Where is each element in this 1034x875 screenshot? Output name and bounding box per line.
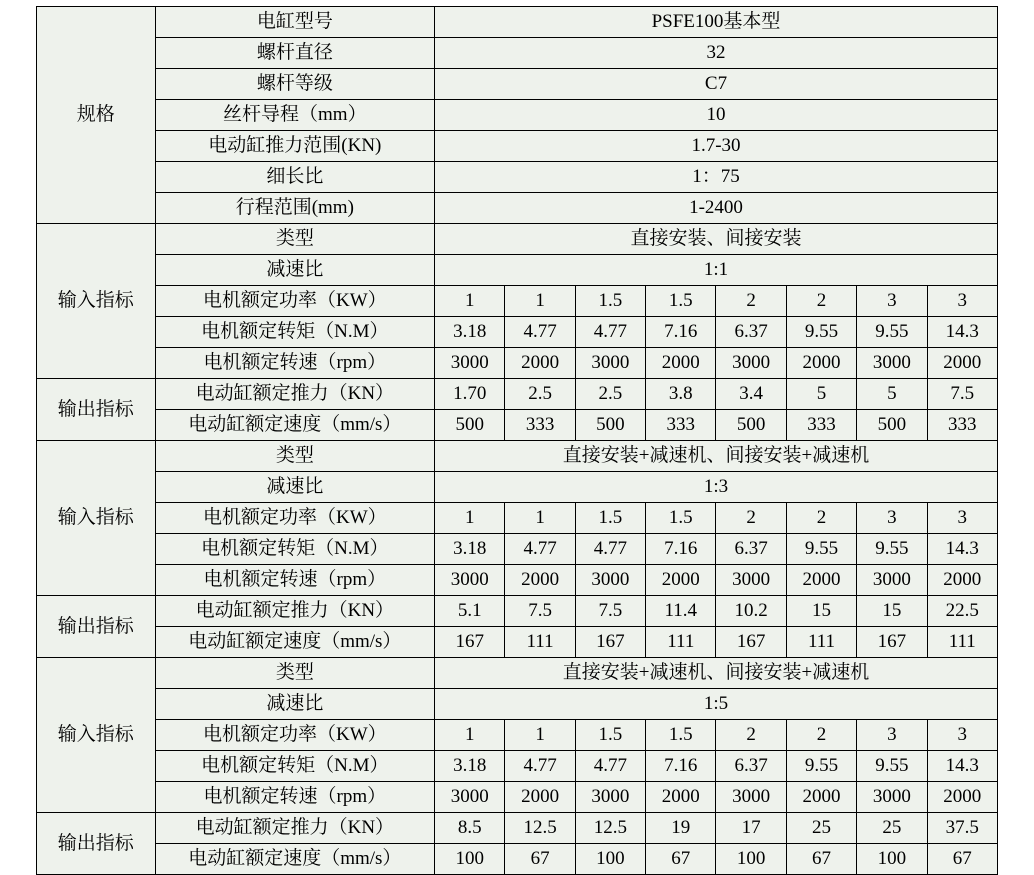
row-cell: 1 [435, 720, 505, 751]
row-value: 直接安装+减速机、间接安装+减速机 [435, 441, 998, 472]
row-cell: 19 [646, 813, 716, 844]
row-value: 1:5 [435, 689, 998, 720]
row-label: 电机额定功率（KW） [155, 286, 434, 317]
row-cell: 10.2 [716, 596, 786, 627]
row-label: 类型 [155, 658, 434, 689]
row-value: 1.7-30 [435, 131, 998, 162]
row-cell: 3 [927, 720, 997, 751]
row-cell: 9.55 [786, 317, 856, 348]
row-cell: 3000 [575, 782, 645, 813]
row-cell: 15 [786, 596, 856, 627]
row-label: 电动缸额定推力（KN） [155, 379, 434, 410]
row-cell: 9.55 [786, 534, 856, 565]
table-row [37, 844, 998, 875]
row-cell: 3.8 [646, 379, 716, 410]
row-label: 类型 [155, 224, 434, 255]
table-row [37, 720, 998, 751]
row-cell: 3000 [716, 565, 786, 596]
table-row [37, 627, 998, 658]
row-label: 电动缸额定推力（KN） [155, 813, 434, 844]
row-cell: 2000 [646, 565, 716, 596]
row-cell: 500 [857, 410, 927, 441]
row-cell: 22.5 [927, 596, 997, 627]
row-cell: 2000 [505, 348, 575, 379]
row-cell: 2000 [646, 782, 716, 813]
table-row [37, 689, 998, 720]
row-value: 1：75 [435, 162, 998, 193]
row-cell: 4.77 [505, 751, 575, 782]
row-cell: 500 [575, 410, 645, 441]
table-row [37, 348, 998, 379]
table-row [37, 751, 998, 782]
table-row [37, 534, 998, 565]
row-value: 直接安装、间接安装 [435, 224, 998, 255]
row-value: PSFE100基本型 [435, 7, 998, 38]
row-value: C7 [435, 69, 998, 100]
row-cell: 67 [927, 844, 997, 875]
row-cell: 5.1 [435, 596, 505, 627]
row-cell: 5 [786, 379, 856, 410]
row-cell: 4.77 [505, 317, 575, 348]
row-cell: 1.5 [575, 503, 645, 534]
row-cell: 3.18 [435, 751, 505, 782]
row-group-label: 输入指标 [37, 658, 156, 813]
row-cell: 2000 [646, 348, 716, 379]
row-value: 1:1 [435, 255, 998, 286]
row-label: 电机额定转速（rpm） [155, 782, 434, 813]
row-cell: 1 [505, 286, 575, 317]
row-label: 电动缸额定速度（mm/s） [155, 627, 434, 658]
row-cell: 1 [505, 720, 575, 751]
row-cell: 3 [927, 286, 997, 317]
row-group-label: 输入指标 [37, 224, 156, 379]
row-cell: 333 [646, 410, 716, 441]
specification-table-container [36, 6, 998, 875]
row-label: 细长比 [155, 162, 434, 193]
row-cell: 2 [786, 720, 856, 751]
row-label: 减速比 [155, 255, 434, 286]
row-label: 电机额定转矩（N.M） [155, 317, 434, 348]
table-row [37, 503, 998, 534]
specification-table [36, 6, 998, 875]
row-cell: 1 [435, 503, 505, 534]
row-cell: 5 [857, 379, 927, 410]
row-cell: 1.5 [575, 720, 645, 751]
row-cell: 7.16 [646, 317, 716, 348]
row-cell: 167 [716, 627, 786, 658]
row-cell: 14.3 [927, 534, 997, 565]
row-label: 类型 [155, 441, 434, 472]
row-cell: 12.5 [575, 813, 645, 844]
row-cell: 2 [786, 286, 856, 317]
row-cell: 100 [435, 844, 505, 875]
row-cell: 100 [857, 844, 927, 875]
table-row [37, 472, 998, 503]
row-group-label: 输出指标 [37, 596, 156, 658]
row-cell: 1.5 [646, 720, 716, 751]
table-row [37, 100, 998, 131]
table-row [37, 224, 998, 255]
row-label: 电机额定功率（KW） [155, 503, 434, 534]
row-cell: 7.16 [646, 534, 716, 565]
row-cell: 167 [857, 627, 927, 658]
row-cell: 3000 [716, 348, 786, 379]
row-cell: 2.5 [575, 379, 645, 410]
row-group-label: 输出指标 [37, 379, 156, 441]
row-cell: 37.5 [927, 813, 997, 844]
row-cell: 2000 [927, 782, 997, 813]
row-group-label: 规格 [37, 7, 156, 224]
row-label: 电缸型号 [155, 7, 434, 38]
table-row [37, 813, 998, 844]
row-label: 电机额定转速（rpm） [155, 565, 434, 596]
row-cell: 9.55 [857, 534, 927, 565]
row-cell: 111 [927, 627, 997, 658]
table-row [37, 131, 998, 162]
row-cell: 2 [716, 503, 786, 534]
row-cell: 167 [575, 627, 645, 658]
row-cell: 111 [505, 627, 575, 658]
table-row [37, 38, 998, 69]
table-row [37, 658, 998, 689]
row-cell: 9.55 [857, 317, 927, 348]
table-row [37, 162, 998, 193]
row-cell: 500 [716, 410, 786, 441]
table-row [37, 286, 998, 317]
row-group-label: 输入指标 [37, 441, 156, 596]
row-cell: 2000 [786, 565, 856, 596]
row-cell: 3000 [435, 782, 505, 813]
row-cell: 100 [575, 844, 645, 875]
row-cell: 500 [435, 410, 505, 441]
row-cell: 2000 [927, 348, 997, 379]
row-cell: 3000 [435, 565, 505, 596]
row-label: 螺杆等级 [155, 69, 434, 100]
row-cell: 2000 [505, 565, 575, 596]
table-row [37, 410, 998, 441]
row-value: 32 [435, 38, 998, 69]
row-cell: 1.5 [646, 503, 716, 534]
row-cell: 6.37 [716, 317, 786, 348]
row-cell: 67 [646, 844, 716, 875]
row-cell: 3 [857, 286, 927, 317]
row-label: 减速比 [155, 472, 434, 503]
row-label: 电动缸额定推力（KN） [155, 596, 434, 627]
row-cell: 333 [786, 410, 856, 441]
row-cell: 7.16 [646, 751, 716, 782]
row-label: 螺杆直径 [155, 38, 434, 69]
row-cell: 14.3 [927, 317, 997, 348]
table-row [37, 565, 998, 596]
row-label: 电动缸推力范围(KN) [155, 131, 434, 162]
row-cell: 3000 [716, 782, 786, 813]
table-row [37, 69, 998, 100]
row-label: 电动缸额定速度（mm/s） [155, 410, 434, 441]
row-cell: 1.70 [435, 379, 505, 410]
row-cell: 8.5 [435, 813, 505, 844]
row-cell: 6.37 [716, 751, 786, 782]
row-label: 行程范围(mm) [155, 193, 434, 224]
row-cell: 1.5 [646, 286, 716, 317]
row-cell: 67 [505, 844, 575, 875]
row-cell: 67 [786, 844, 856, 875]
row-cell: 4.77 [575, 317, 645, 348]
row-cell: 3.18 [435, 534, 505, 565]
row-cell: 3 [857, 720, 927, 751]
specification-table-body [37, 7, 998, 875]
row-cell: 111 [646, 627, 716, 658]
row-cell: 3000 [435, 348, 505, 379]
row-cell: 3.4 [716, 379, 786, 410]
row-cell: 2000 [786, 348, 856, 379]
row-cell: 9.55 [857, 751, 927, 782]
row-cell: 7.5 [575, 596, 645, 627]
row-cell: 11.4 [646, 596, 716, 627]
row-cell: 1.5 [575, 286, 645, 317]
row-cell: 25 [786, 813, 856, 844]
table-row [37, 193, 998, 224]
row-cell: 2 [786, 503, 856, 534]
row-group-label: 输出指标 [37, 813, 156, 875]
row-label: 电机额定转矩（N.M） [155, 534, 434, 565]
row-cell: 4.77 [575, 534, 645, 565]
row-cell: 2 [716, 286, 786, 317]
row-value: 1:3 [435, 472, 998, 503]
row-label: 丝杆导程（mm） [155, 100, 434, 131]
row-cell: 3 [927, 503, 997, 534]
row-cell: 167 [435, 627, 505, 658]
row-cell: 2.5 [505, 379, 575, 410]
row-cell: 100 [716, 844, 786, 875]
row-cell: 15 [857, 596, 927, 627]
row-cell: 2000 [505, 782, 575, 813]
row-cell: 25 [857, 813, 927, 844]
row-cell: 2000 [786, 782, 856, 813]
row-cell: 2000 [927, 565, 997, 596]
row-cell: 4.77 [575, 751, 645, 782]
row-label: 电机额定功率（KW） [155, 720, 434, 751]
row-cell: 1 [435, 286, 505, 317]
row-cell: 3000 [857, 782, 927, 813]
row-cell: 14.3 [927, 751, 997, 782]
row-cell: 17 [716, 813, 786, 844]
row-cell: 3000 [575, 565, 645, 596]
row-cell: 3000 [575, 348, 645, 379]
table-row [37, 7, 998, 38]
table-row [37, 379, 998, 410]
row-label: 电机额定转矩（N.M） [155, 751, 434, 782]
row-cell: 3 [857, 503, 927, 534]
row-cell: 12.5 [505, 813, 575, 844]
row-cell: 7.5 [505, 596, 575, 627]
table-row [37, 317, 998, 348]
row-label: 电动缸额定速度（mm/s） [155, 844, 434, 875]
row-cell: 333 [505, 410, 575, 441]
row-cell: 111 [786, 627, 856, 658]
row-cell: 7.5 [927, 379, 997, 410]
row-cell: 333 [927, 410, 997, 441]
table-row [37, 255, 998, 286]
row-value: 直接安装+减速机、间接安装+减速机 [435, 658, 998, 689]
row-cell: 3000 [857, 565, 927, 596]
row-value: 1-2400 [435, 193, 998, 224]
row-label: 减速比 [155, 689, 434, 720]
row-label: 电机额定转速（rpm） [155, 348, 434, 379]
row-value: 10 [435, 100, 998, 131]
table-row [37, 782, 998, 813]
row-cell: 1 [505, 503, 575, 534]
row-cell: 6.37 [716, 534, 786, 565]
row-cell: 3.18 [435, 317, 505, 348]
table-row [37, 596, 998, 627]
row-cell: 9.55 [786, 751, 856, 782]
table-row [37, 441, 998, 472]
row-cell: 2 [716, 720, 786, 751]
row-cell: 3000 [857, 348, 927, 379]
row-cell: 4.77 [505, 534, 575, 565]
